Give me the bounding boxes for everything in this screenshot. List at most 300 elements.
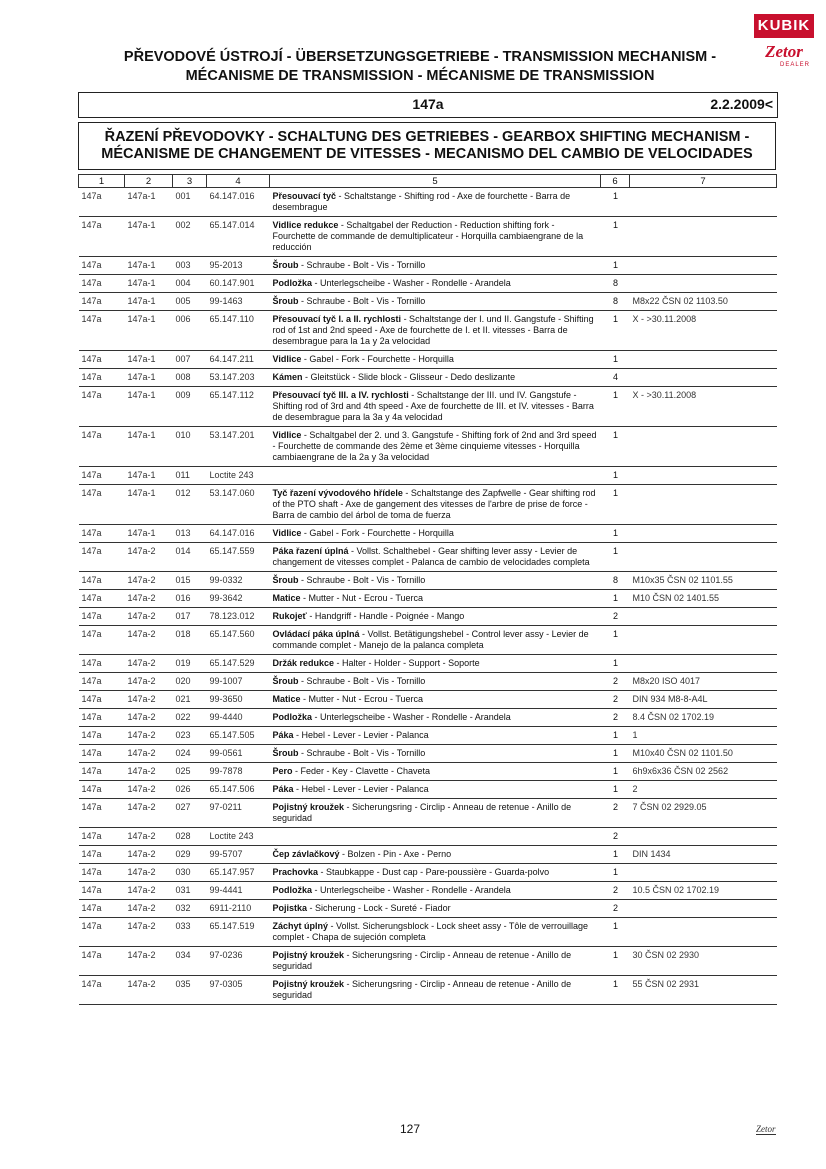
figure-code: 147a-2 [125,900,173,918]
group-code: 147a [79,467,125,485]
part-description [270,387,601,427]
quantity: 1 [601,626,630,655]
group-code: 147a [79,900,125,918]
part-description [270,275,601,293]
part-name-czech: Podložka [272,885,313,895]
dealer-tagline: DEALER [779,62,810,68]
table-row [79,293,777,311]
part-number: 65.147.519 [207,918,270,947]
note [630,655,777,673]
group-code: 147a [79,590,125,608]
part-number: 64.147.211 [207,351,270,369]
note [630,608,777,626]
quantity: 2 [601,709,630,727]
part-number: 99-7878 [207,763,270,781]
figure-code: 147a-2 [125,799,173,828]
figure-code: 147a-2 [125,745,173,763]
group-code: 147a [79,655,125,673]
group-code: 147a [79,369,125,387]
figure-code: 147a-2 [125,781,173,799]
quantity: 1 [601,727,630,745]
figure-code: 147a-2 [125,828,173,846]
part-name-czech: Držák redukce [272,658,335,668]
part-number: 99-4440 [207,709,270,727]
table-row [79,900,777,918]
quantity: 1 [601,864,630,882]
part-name-czech: Páka řazení úplná [272,546,349,556]
figure-code: 147a-1 [125,485,173,525]
part-name-translations: - Schaltstange des Zapfwelle - Gear shifting rod of the PTO shaft - Axe de gangement des vitesses de l'arbre de prise de force - Barra de cambio del árbol de toma de fuerza [272,488,596,520]
figure-code: 147a-1 [125,293,173,311]
table-row [79,311,777,351]
part-name-translations: - Feder - Key - Clavette - Chaveta [292,766,431,776]
part-description [270,543,601,572]
quantity: 1 [601,655,630,673]
note: 10.5 ČSN 02 1702.19 [630,882,777,900]
quantity: 2 [601,673,630,691]
table-row [79,275,777,293]
column-header: 6 [601,175,630,188]
figure-code: 147a-2 [125,947,173,976]
table-row [79,608,777,626]
part-number: 99-5707 [207,846,270,864]
note: M10 ČSN 02 1401.55 [630,590,777,608]
note [630,275,777,293]
part-description [270,467,601,485]
part-name-czech: Pojistný kroužek [272,979,345,989]
table-row [79,763,777,781]
figure-code: 147a-1 [125,275,173,293]
note [630,626,777,655]
note: M8x20 ISO 4017 [630,673,777,691]
part-description [270,351,601,369]
part-name-czech: Prachovka [272,867,319,877]
part-number: 99-0332 [207,572,270,590]
part-description [270,572,601,590]
part-name-czech: Přesouvací tyč I. a II. rychlosti [272,314,402,324]
figure-code: 147a-2 [125,882,173,900]
part-description [270,947,601,976]
part-name-czech: Vidlice [272,354,302,364]
part-number: 65.147.110 [207,311,270,351]
note [630,351,777,369]
group-code: 147a [79,293,125,311]
figure-code: 147a-2 [125,864,173,882]
group-code: 147a [79,427,125,467]
position-number: 034 [173,947,207,976]
column-header: 3 [173,175,207,188]
part-name-translations: - Unterlegscheibe - Washer - Rondelle - Arandela [312,885,511,895]
position-number: 027 [173,799,207,828]
group-code: 147a [79,846,125,864]
part-name-czech: Šroub [272,676,299,686]
position-number: 025 [173,763,207,781]
position-number: 032 [173,900,207,918]
part-name-czech: Přesouvací tyč III. a IV. rychlosti [272,390,409,400]
part-description [270,369,601,387]
group-code: 147a [79,217,125,257]
group-code: 147a [79,626,125,655]
position-number: 006 [173,311,207,351]
group-code: 147a [79,864,125,882]
quantity: 2 [601,882,630,900]
part-name-czech: Pojistný kroužek [272,802,345,812]
group-code: 147a [79,691,125,709]
note: M10x35 ČSN 02 1101.55 [630,572,777,590]
group-code: 147a [79,781,125,799]
part-name-translations: - Schraube - Bolt - Vis - Tornillo [298,575,426,585]
table-row [79,673,777,691]
note [630,485,777,525]
footer-zetor-mark: Zetor [756,1124,776,1134]
table-row [79,188,777,217]
note [630,918,777,947]
note: 30 ČSN 02 2930 [630,947,777,976]
note [630,257,777,275]
figure-code: 147a-1 [125,188,173,217]
figure-code: 147a-2 [125,727,173,745]
column-header: 7 [630,175,777,188]
part-name-czech: Páka [272,784,294,794]
part-description [270,799,601,828]
part-name-czech: Matice [272,694,301,704]
table-row [79,590,777,608]
position-number: 007 [173,351,207,369]
part-name-czech: Záchyt úplný [272,921,329,931]
part-number: 65.147.957 [207,864,270,882]
part-number: 65.147.014 [207,217,270,257]
group-code: 147a [79,727,125,745]
figure-code: 147a-1 [125,467,173,485]
quantity: 1 [601,427,630,467]
position-number: 022 [173,709,207,727]
part-name-translations: - Sicherung - Lock - Sureté - Fiador [307,903,451,913]
part-name-translations: - Halter - Holder - Support - Soporte [334,658,480,668]
part-number: 65.147.560 [207,626,270,655]
part-number: 99-3650 [207,691,270,709]
part-name-translations: - Unterlegscheibe - Washer - Rondelle - Arandela [312,712,511,722]
group-code: 147a [79,351,125,369]
quantity: 2 [601,900,630,918]
figure-code: 147a-2 [125,691,173,709]
quantity: 1 [601,976,630,1005]
part-name-translations: - Mutter - Nut - Ecrou - Tuerca [300,694,424,704]
position-number: 033 [173,918,207,947]
note: X - >30.11.2008 [630,311,777,351]
position-number: 014 [173,543,207,572]
figure-code: 147a-2 [125,846,173,864]
note [630,467,777,485]
quantity: 1 [601,311,630,351]
position-number: 020 [173,673,207,691]
group-code: 147a [79,709,125,727]
part-number: 65.147.112 [207,387,270,427]
group-code: 147a [79,257,125,275]
part-name-translations: - Vollst. Betätigungshebel - Control lever assy - Levier de commande complet - Manejo de la palanca completa [272,629,589,650]
part-name-czech: Vidlice [272,528,302,538]
table-row [79,781,777,799]
table-header [79,175,777,188]
part-name-translations: - Schraube - Bolt - Vis - Tornillo [298,296,426,306]
figure-code: 147a-2 [125,763,173,781]
table-row [79,572,777,590]
part-description [270,608,601,626]
position-number: 029 [173,846,207,864]
part-name-czech: Podložka [272,278,313,288]
part-description [270,727,601,745]
page-number: 127 [400,1122,421,1136]
part-name-translations: - Staubkappe - Dust cap - Pare-poussière - Guarda-polvo [318,867,550,877]
part-name-translations: - Schaltstange der III. und IV. Gangstufe - Shifting rod of 3rd and 4th speed - Axe de fourchette de III. et IV. vitesses - Barra de desembrague para la 3a y 4a velocidad [272,390,594,422]
note: X - >30.11.2008 [630,387,777,427]
group-code: 147a [79,673,125,691]
section-date: 2.2.2009< [710,96,773,112]
part-name-translations: - Schraube - Bolt - Vis - Tornillo [298,748,426,758]
note: DIN 934 M8-8-A4L [630,691,777,709]
position-number: 030 [173,864,207,882]
part-description [270,882,601,900]
part-number: 60.147.901 [207,275,270,293]
page-title: PŘEVODOVÉ ÚSTROJÍ - ÜBERSETZUNGSGETRIEBE - TRANSMISSION MECHANISM - MÉCANISME DE TRANSMISSION - MÉCANISME DE TRANSMISSION [123,49,717,84]
note: 7 ČSN 02 2929.05 [630,799,777,828]
part-name-translations: - Hebel - Lever - Levier - Palanca [293,730,429,740]
note [630,828,777,846]
group-code: 147a [79,799,125,828]
column-header: 4 [207,175,270,188]
part-name-translations: - Handgriff - Handle - Poignée - Mango [306,611,465,621]
part-description [270,188,601,217]
section-code: 147a [412,96,444,112]
part-description [270,976,601,1005]
figure-code: 147a-1 [125,387,173,427]
quantity: 1 [601,745,630,763]
table-row [79,626,777,655]
note [630,369,777,387]
quantity: 8 [601,275,630,293]
group-code: 147a [79,275,125,293]
part-name-translations: - Hebel - Lever - Levier - Palanca [293,784,429,794]
quantity: 1 [601,846,630,864]
part-description [270,590,601,608]
table-row [79,745,777,763]
quantity: 1 [601,485,630,525]
figure-code: 147a-2 [125,626,173,655]
part-description [270,691,601,709]
part-description [270,257,601,275]
part-description [270,655,601,673]
part-description [270,293,601,311]
part-number: 99-1007 [207,673,270,691]
group-code: 147a [79,882,125,900]
part-name-czech: Rukojeť [272,611,307,621]
parts-table [78,174,777,1005]
part-name-translations: - Vollst. Sicherungsblock - Lock sheet assy - Tôle de verrouillage complet - Chapa de sujeción completa [272,921,588,942]
group-code: 147a [79,485,125,525]
part-number: 99-3642 [207,590,270,608]
part-number: Loctite 243 [207,467,270,485]
part-number: 6911-2110 [207,900,270,918]
column-header: 1 [79,175,125,188]
part-number: 99-4441 [207,882,270,900]
part-name-translations: - Gabel - Fork - Fourchette - Horquilla [301,354,454,364]
quantity: 1 [601,543,630,572]
position-number: 005 [173,293,207,311]
group-code: 147a [79,543,125,572]
figure-code: 147a-2 [125,673,173,691]
note [630,217,777,257]
group-code: 147a [79,745,125,763]
position-number: 031 [173,882,207,900]
figure-code: 147a-1 [125,427,173,467]
quantity: 1 [601,590,630,608]
table-row [79,217,777,257]
position-number: 026 [173,781,207,799]
table-row [79,525,777,543]
part-description [270,864,601,882]
part-name-czech: Ovládací páka úplná [272,629,360,639]
part-name-czech: Pero [272,766,293,776]
part-name-czech: Šroub [272,575,299,585]
part-number: 99-0561 [207,745,270,763]
table-row [79,351,777,369]
note [630,525,777,543]
position-number: 016 [173,590,207,608]
part-number: 78.123.012 [207,608,270,626]
group-code: 147a [79,828,125,846]
part-name-czech: Čep závlačkový [272,849,340,859]
part-number: 97-0211 [207,799,270,828]
position-number: 008 [173,369,207,387]
position-number: 004 [173,275,207,293]
table-body [79,188,777,1005]
quantity: 8 [601,293,630,311]
quantity: 1 [601,387,630,427]
quantity: 4 [601,369,630,387]
part-number: 65.147.505 [207,727,270,745]
part-name-translations: - Gabel - Fork - Fourchette - Horquilla [301,528,454,538]
figure-code: 147a-1 [125,351,173,369]
part-name-czech: Tyč řazení vývodového hřídele [272,488,403,498]
part-number: 99-1463 [207,293,270,311]
table-row [79,543,777,572]
note: 55 ČSN 02 2931 [630,976,777,1005]
part-number: 64.147.016 [207,525,270,543]
table-row [79,691,777,709]
note: 8.4 ČSN 02 1702.19 [630,709,777,727]
table-row [79,799,777,828]
position-number: 012 [173,485,207,525]
part-description [270,900,601,918]
group-code: 147a [79,572,125,590]
group-code: 147a [79,763,125,781]
part-description [270,709,601,727]
part-name-czech: Přesouvací tyč [272,191,337,201]
part-name-translations: - Schraube - Bolt - Vis - Tornillo [298,676,426,686]
quantity: 1 [601,351,630,369]
part-name-translations: - Schaltgabel der Reduction - Reduction shifting fork - Fourchette de commande de demultiplicateur - Horquilla cambiaengrane de la reducción [272,220,584,252]
part-name-czech: Pojistka [272,903,308,913]
column-header: 5 [270,175,601,188]
group-title: ŘAZENÍ PŘEVODOVKY - SCHALTUNG DES GETRIEBES - GEARBOX SHIFTING MECHANISM - MÉCANISME DE CHANGEMENT DE VITESSES - MECANISMO DEL CAMBIO DE VELOCIDADES [78,122,776,170]
position-number: 024 [173,745,207,763]
part-number: Loctite 243 [207,828,270,846]
position-number: 010 [173,427,207,467]
table-row [79,257,777,275]
figure-code: 147a-2 [125,709,173,727]
part-description [270,828,601,846]
table-row [79,387,777,427]
figure-code: 147a-1 [125,525,173,543]
position-number: 009 [173,387,207,427]
part-name-czech: Šroub [272,296,299,306]
part-number: 65.147.559 [207,543,270,572]
part-name-czech: Vidlice [272,430,302,440]
note: 1 [630,727,777,745]
group-code: 147a [79,188,125,217]
part-name-translations: - Schaltstange - Shifting rod - Axe de fourchette - Barra de desembrague [272,191,571,212]
table-row [79,467,777,485]
part-description [270,781,601,799]
position-number: 023 [173,727,207,745]
position-number: 001 [173,188,207,217]
figure-code: 147a-1 [125,217,173,257]
quantity: 8 [601,572,630,590]
part-name-translations: - Sicherungsring - Circlip - Anneau de retenue - Anillo de seguridad [272,950,572,971]
position-number: 013 [173,525,207,543]
part-description [270,763,601,781]
group-code: 147a [79,947,125,976]
note: M8x22 ČSN 02 1103.50 [630,293,777,311]
column-header: 2 [125,175,173,188]
figure-code: 147a-2 [125,590,173,608]
figure-code: 147a-2 [125,918,173,947]
group-code: 147a [79,976,125,1005]
table-row [79,709,777,727]
part-number: 53.147.203 [207,369,270,387]
part-name-translations: - Sicherungsring - Circlip - Anneau de retenue - Anillo de seguridad [272,979,572,1000]
position-number: 003 [173,257,207,275]
kubik-logo-text: KUBIK [754,14,814,38]
part-description [270,217,601,257]
quantity: 1 [601,257,630,275]
position-number: 021 [173,691,207,709]
group-code: 147a [79,311,125,351]
part-name-translations: - Unterlegscheibe - Washer - Rondelle - Arandela [312,278,511,288]
quantity: 1 [601,467,630,485]
part-name-czech: Podložka [272,712,313,722]
note [630,543,777,572]
note: M10x40 ČSN 02 1101.50 [630,745,777,763]
part-description [270,525,601,543]
part-number: 64.147.016 [207,188,270,217]
quantity: 1 [601,947,630,976]
part-number: 53.147.060 [207,485,270,525]
figure-code: 147a-2 [125,572,173,590]
position-number: 018 [173,626,207,655]
figure-code: 147a-1 [125,311,173,351]
table-row [79,655,777,673]
table-row [79,846,777,864]
part-name-czech: Pojistný kroužek [272,950,345,960]
part-name-translations: - Schaltstange der I. und II. Gangstufe - Shifting rod of 1st and 2nd speed - Axe de fourchette de I. et II. vitesses - Barra de desembrague para la 1a y 2a velocidad [272,314,594,346]
figure-code: 147a-1 [125,369,173,387]
quantity: 2 [601,799,630,828]
part-name-translations: - Gleitstück - Slide block - Glisseur - Dedo deslizante [302,372,516,382]
note [630,188,777,217]
part-number: 65.147.529 [207,655,270,673]
part-name-translations: - Schraube - Bolt - Vis - Tornillo [298,260,426,270]
part-name-czech: Vidlice redukce [272,220,339,230]
